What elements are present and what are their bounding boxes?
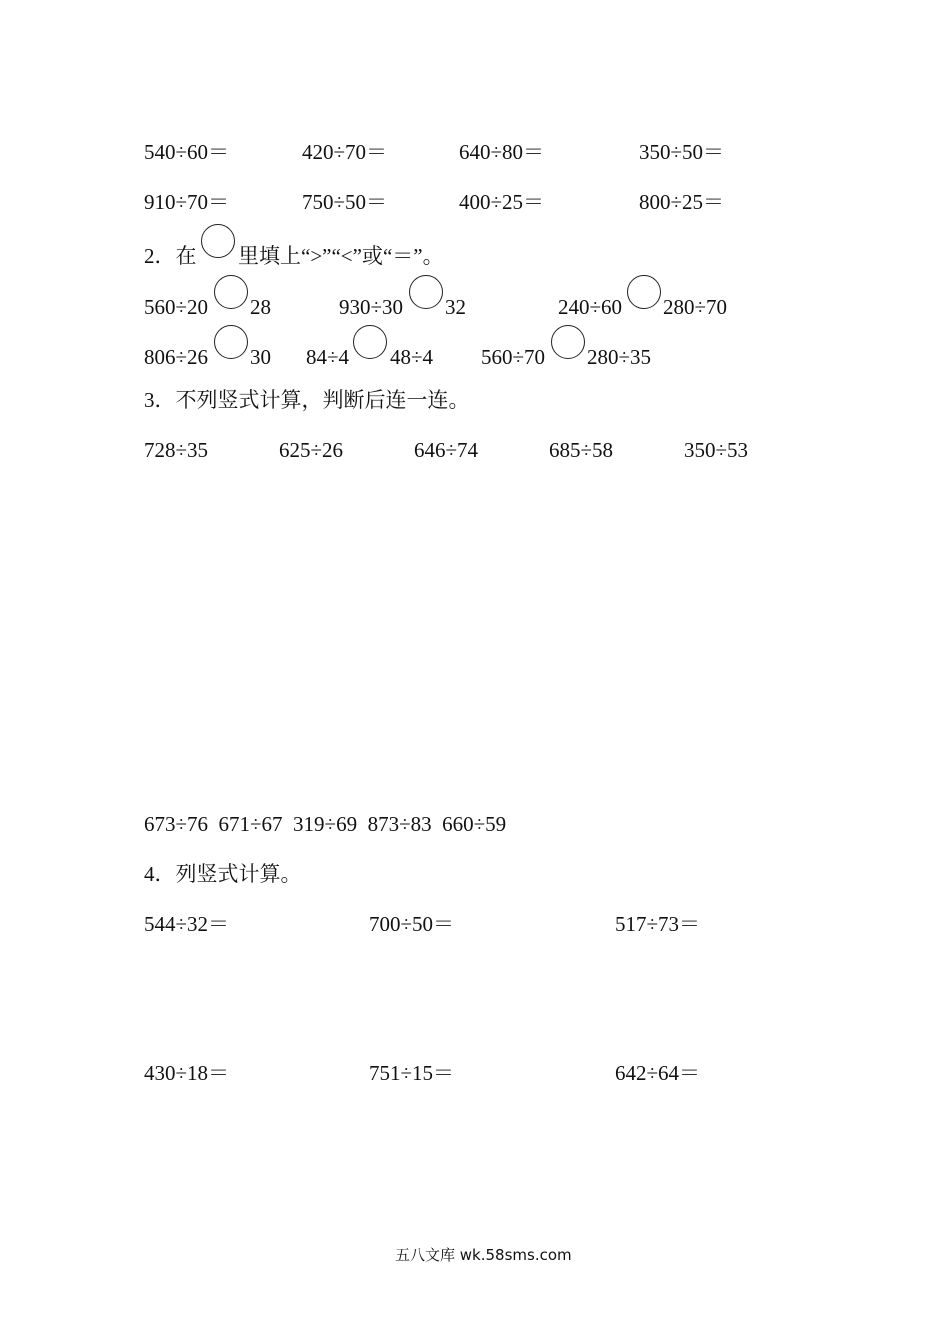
q4-problem: 544÷32＝ xyxy=(144,912,230,936)
q3-bottom-exprs: 673÷76 671÷67 319÷69 873÷83 660÷59 xyxy=(144,812,507,836)
problem-row1-4: 350÷50＝ xyxy=(639,140,725,164)
problem-row2-1: 910÷70＝ xyxy=(144,190,230,214)
compare-left: 806÷26 xyxy=(144,345,209,369)
q3-top-expr: 728÷35 xyxy=(144,438,209,462)
q3-top-expr: 625÷26 xyxy=(279,438,344,462)
footer-watermark: 五八文库 wk.58sms.com xyxy=(395,1246,572,1264)
compare-right: 48÷4 xyxy=(390,345,434,369)
compare-right: 32 xyxy=(445,295,466,319)
compare-left: 560÷70 xyxy=(481,345,546,369)
compare-right: 28 xyxy=(250,295,271,319)
compare-right: 280÷35 xyxy=(587,345,652,369)
problem-row1-2: 420÷70＝ xyxy=(302,140,388,164)
answer-circle[interactable] xyxy=(353,325,387,359)
q4-problem: 700÷50＝ xyxy=(369,912,455,936)
q4-problem: 517÷73＝ xyxy=(615,912,701,936)
q4-problem: 430÷18＝ xyxy=(144,1061,230,1085)
q3-top-expr: 350÷53 xyxy=(684,438,749,462)
answer-circle[interactable] xyxy=(214,275,248,309)
answer-circle[interactable] xyxy=(627,275,661,309)
q4-problem: 642÷64＝ xyxy=(615,1061,701,1085)
compare-left: 240÷60 xyxy=(558,295,623,319)
q2-title-suffix: 里填上“>”“<”或“＝”。 xyxy=(238,244,444,268)
compare-right: 280÷70 xyxy=(663,295,728,319)
circle-blank-icon xyxy=(201,224,235,258)
q3-top-expr: 685÷58 xyxy=(549,438,614,462)
compare-left: 84÷4 xyxy=(306,345,350,369)
problem-row1-3: 640÷80＝ xyxy=(459,140,545,164)
compare-left: 560÷20 xyxy=(144,295,209,319)
problem-row2-4: 800÷25＝ xyxy=(639,190,725,214)
problem-row2-3: 400÷25＝ xyxy=(459,190,545,214)
answer-circle[interactable] xyxy=(214,325,248,359)
q3-top-expr: 646÷74 xyxy=(414,438,479,462)
compare-right: 30 xyxy=(250,345,271,369)
q3-title: 3．不列竖式计算，判断后连一连。 xyxy=(144,388,470,412)
q4-problem: 751÷15＝ xyxy=(369,1061,455,1085)
answer-circle[interactable] xyxy=(409,275,443,309)
problem-row1-1: 540÷60＝ xyxy=(144,140,230,164)
q2-title-prefix: 2．在 xyxy=(144,244,197,268)
compare-left: 930÷30 xyxy=(339,295,404,319)
answer-circle[interactable] xyxy=(551,325,585,359)
q4-title: 4．列竖式计算。 xyxy=(144,862,302,886)
problem-row2-2: 750÷50＝ xyxy=(302,190,388,214)
